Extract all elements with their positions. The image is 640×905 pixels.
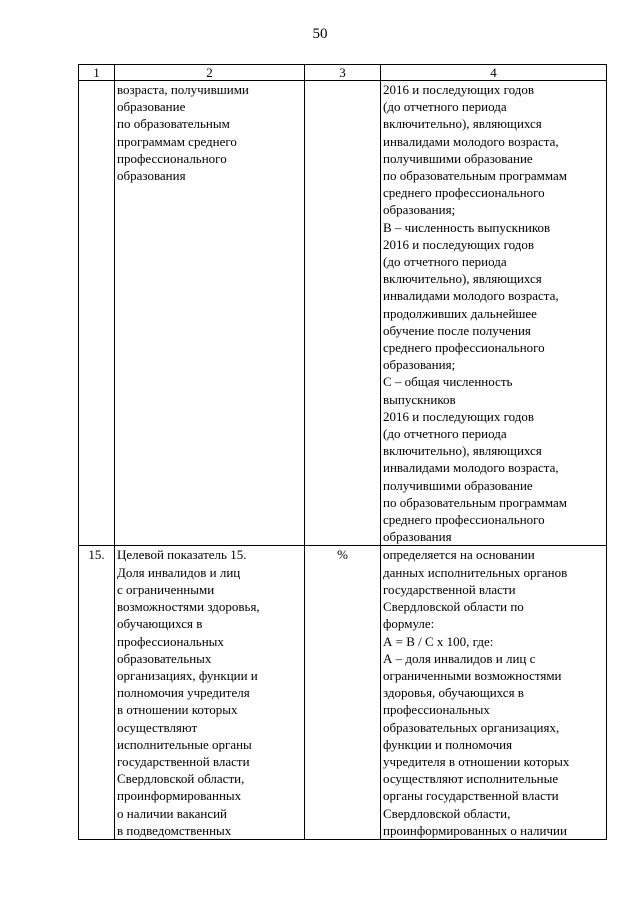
text-line: исполнительные органы	[117, 736, 252, 752]
text-line: (до отчетного периода	[383, 254, 507, 270]
text-line: по образовательным программам	[383, 168, 568, 184]
text-line: включительно), являющихся	[383, 443, 542, 459]
text-line: среднего профессионального	[383, 340, 545, 356]
text-line: с ограниченными	[117, 581, 215, 597]
text-line: В – численность выпускников	[383, 219, 551, 235]
text-line: Целевой показатель 15.	[117, 547, 247, 563]
indicator-table	[78, 64, 607, 840]
text-line: профессионального	[117, 150, 227, 166]
unit-cell	[305, 81, 381, 546]
text-line: инвалидами молодого возраста,	[383, 133, 559, 149]
indicator-name-cell	[115, 546, 305, 839]
text-line: 2016 и последующих годов	[383, 82, 535, 97]
text-line: А – доля инвалидов и лиц с	[383, 650, 536, 666]
text-line: 2016 и последующих годов	[383, 408, 535, 424]
text-line: образование	[117, 99, 186, 115]
unit-cell: %	[305, 546, 381, 839]
text-line: Доля инвалидов и лиц	[117, 564, 241, 580]
text-line: возраста, получившими	[117, 82, 249, 97]
text-line: проинформированных о наличии	[383, 822, 567, 838]
text-line: в отношении которых	[117, 702, 238, 718]
text-line: функции и полномочия	[383, 736, 513, 752]
indicator-name-cell	[115, 81, 305, 546]
text-line: образовательных организациях,	[383, 719, 560, 735]
text-line: образования	[383, 529, 452, 545]
text-line: образовательных	[117, 650, 212, 666]
header-col-1: 1	[79, 65, 115, 81]
text-line: данных исполнительных органов	[383, 564, 568, 580]
text-line: возможностями здоровья,	[117, 599, 260, 615]
text-line: профессиональных	[383, 702, 490, 718]
header-col-4: 4	[381, 65, 607, 81]
text-line: образования;	[383, 202, 456, 218]
text-line: о наличии вакансий	[117, 805, 228, 821]
text-line: по образовательным программам	[383, 494, 568, 510]
text-line: осуществляют исполнительные	[383, 771, 559, 787]
text-line: включительно), являющихся	[383, 271, 542, 287]
header-col-2: 2	[115, 65, 305, 81]
text-line: государственной власти	[383, 581, 516, 597]
text-line: профессиональных	[117, 633, 224, 649]
text-line: выпускников	[383, 391, 456, 407]
text-line: образования;	[383, 357, 456, 373]
text-line: получившими образование	[383, 150, 533, 166]
text-line: получившими образование	[383, 477, 533, 493]
text-line: проинформированных	[117, 788, 242, 804]
text-line: продолживших дальнейшее	[383, 305, 537, 321]
text-line: определяется на основании	[383, 547, 535, 563]
text-line: инвалидами молодого возраста,	[383, 460, 559, 476]
text-line: обучающихся в	[117, 616, 203, 632]
text-line: включительно), являющихся	[383, 116, 542, 132]
text-line: учредителя в отношении которых	[383, 753, 570, 769]
table-header-row	[79, 65, 607, 81]
text-line: осуществляют	[117, 719, 198, 735]
text-line: Свердловской области,	[117, 771, 245, 787]
method-cell	[381, 546, 607, 839]
text-line: 2016 и последующих годов	[383, 236, 535, 252]
text-line: организациях, функции и	[117, 667, 258, 683]
text-line: (до отчетного периода	[383, 426, 507, 442]
text-line: программам среднего	[117, 133, 237, 149]
text-line: среднего профессионального	[383, 512, 545, 528]
row-number-cell: 15.	[79, 546, 115, 839]
page-number: 50	[312, 26, 328, 42]
text-line: обучение после получения	[383, 322, 531, 338]
text-line: (до отчетного периода	[383, 99, 507, 115]
row-number-cell	[79, 81, 115, 546]
text-line: по образовательным	[117, 116, 230, 132]
text-line: здоровья, обучающихся в	[383, 685, 524, 701]
header-col-3: 3	[305, 65, 381, 81]
text-line: Свердловской области,	[383, 805, 511, 821]
text-line: инвалидами молодого возраста,	[383, 288, 559, 304]
text-line: С – общая численность	[383, 374, 513, 390]
text-line: полномочия учредителя	[117, 685, 250, 701]
table-row-15	[79, 546, 607, 839]
text-line: в подведомственных	[117, 822, 232, 838]
method-cell	[381, 81, 607, 546]
text-line: среднего профессионального	[383, 185, 545, 201]
text-line: Свердловской области по	[383, 599, 524, 615]
text-line: государственной власти	[117, 753, 250, 769]
text-line: ограниченными возможностями	[383, 667, 562, 683]
table-row-continuation	[79, 81, 607, 546]
text-line: формуле:	[383, 616, 435, 632]
text-line: органы государственной власти	[383, 788, 559, 804]
text-line: образования	[117, 168, 186, 184]
text-line: А = В / С х 100, где:	[383, 633, 494, 649]
